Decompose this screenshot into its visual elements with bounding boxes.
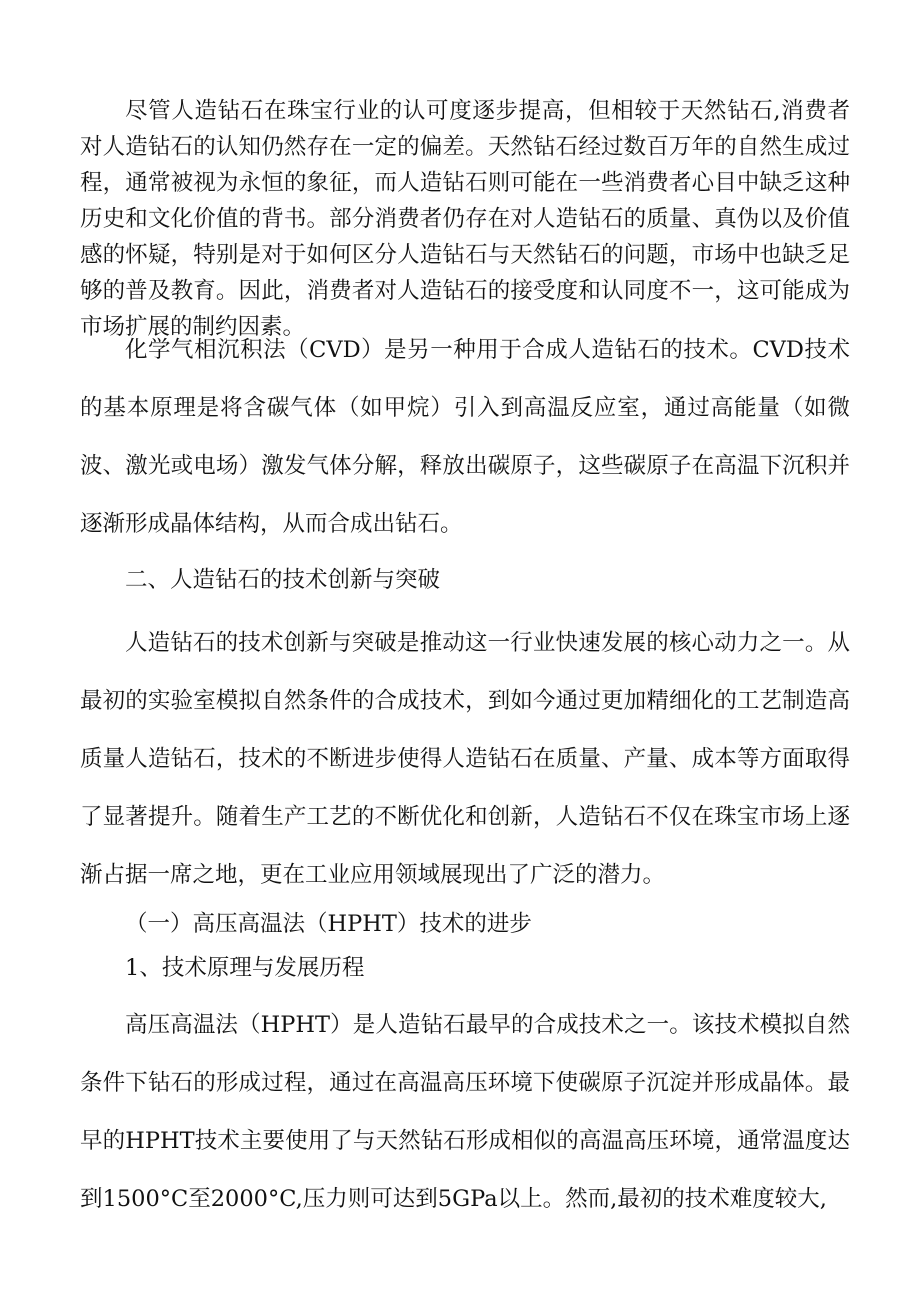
section-heading: 二、人造钻石的技术创新与突破 [125,567,441,593]
paragraph-hpht: 高压高温法（HPHT）是人造钻石最早的合成技术之一。该技术模拟自然条件下钻石的形成过程，通过在高温高压环境下使碳原子沉淀并形成晶体。最早的HPHT技术主要使用了与天然钻石形成相似的高温高压环境，通常温度达到1500°C至2000°C,压力则可达到5GPa以上。然而,最初的技术难度较大, [80,1012,850,1212]
sub-subsection-heading: 1、技术原理与发展历程 [125,955,365,981]
paragraph-consumer-perception: 尽管人造钻石在珠宝行业的认可度逐步提高，但相较于天然钻石,消费者对人造钻石的认知仍然存在一定的偏差。天然钻石经过数百万年的自然生成过程，通常被视为永恒的象征，而人造钻石则可能在一些消费者心目中缺乏这种历史和文化价值的背书。部分消费者仍存在对人造钻石的质量、真伪以及价值感的怀疑，特别是对于如何区分人造钻石与天然钻石的问题，市场中也缺乏足够的普及教育。因此，消费者对人造钻石的接受度和认同度不一，这可能成为市场扩展的制约因素。 [80,98,850,340]
subsection-heading: （一）高压高温法（HPHT）技术的进步 [125,911,532,937]
paragraph-cvd: 化学气相沉积法（CVD）是另一种用于合成人造钻石的技术。CVD技术的基本原理是将含碳气体（如甲烷）引入到高温反应室，通过高能量（如微波、激光或电场）激发气体分解，释放出碳原子，这些碳原子在高温下沉积并逐渐形成晶体结构，从而合成出钻石。 [80,337,850,537]
paragraph-innovation: 人造钻石的技术创新与突破是推动这一行业快速发展的核心动力之一。从最初的实验室模拟自然条件的合成技术，到如今通过更加精细化的工艺制造高质量人造钻石，技术的不断进步使得人造钻石在质量、产量、成本等方面取得了显著提升。随着生产工艺的不断优化和创新，人造钻石不仅在珠宝市场上逐渐占据一席之地，更在工业应用领域展现出了广泛的潜力。 [80,630,850,888]
